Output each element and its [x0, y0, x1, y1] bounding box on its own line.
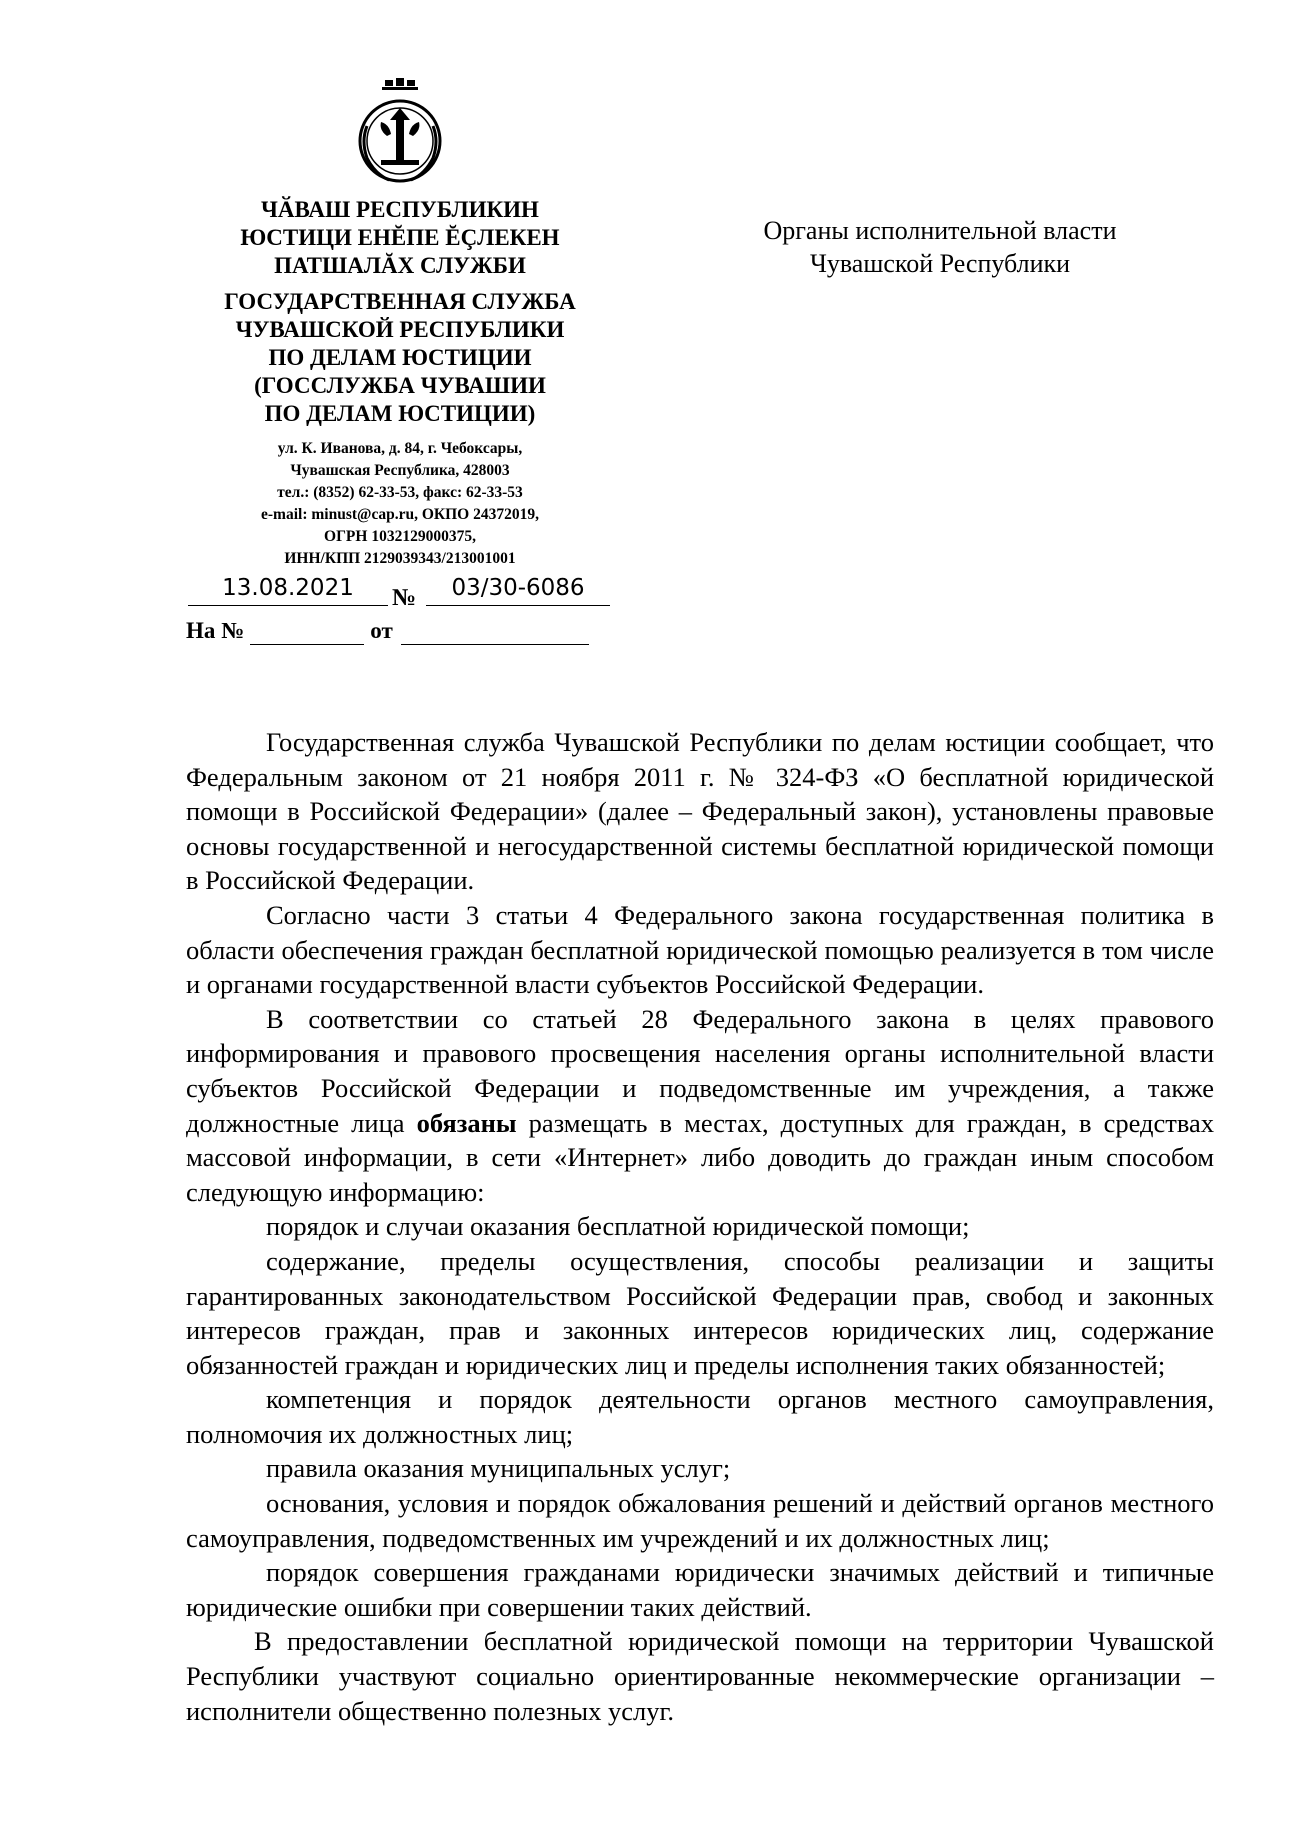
- chuvash-coat-of-arms-icon: [345, 78, 455, 188]
- org-name-russian: ГОСУДАРСТВЕННАЯ СЛУЖБА ЧУВАШСКОЙ РЕСПУБЛИКИ ПО ДЕЛАМ ЮСТИЦИИ (ГОССЛУЖБА ЧУВАШИИ ПО ДЕЛАМ ЮСТИЦИИ): [224, 289, 576, 426]
- list-item: основания, условия и порядок обжалования решений и действий органов местного самоуправления, подведомственных им учреждений и их должностных лиц;: [186, 1488, 1214, 1553]
- contacts-block: ул. К. Иванова, д. 84, г. Чебоксары, Чувашская Республика, 428003 тел.: (8352) 62-33-53, факс: 62-33-53 e-mail: minust@cap.ru, ОКПО 24372019, ОГРН 1032129000375, ИНН/КПП 2129039343/213001001: [261, 440, 539, 567]
- list-item: порядок и случаи оказания бесплатной юридической помощи;: [266, 1211, 970, 1242]
- ref-date-blank: [401, 618, 589, 645]
- closing-paragraph: В предоставлении бесплатной юридической помощи на территории Чувашской Республики участвуют социально ориентированные некоммерческие организации – исполнители общественно полезных услуг.: [186, 1626, 1214, 1726]
- reference-line: На № от: [186, 618, 589, 645]
- registration-number: 03/30-6086: [426, 575, 610, 606]
- paragraph: Государственная служба Чувашской Республики по делам юстиции сообщает, что Федеральным законом от 21 ноября 2011 г. № 324-ФЗ «О бесплатной юридической помощи в Российской Федерации» (далее – Федеральный закон), установлены правовые основы государственной и негосударственной системы бесплатной юридической помощи в Российской Федерации.: [186, 727, 1214, 896]
- paragraph: Согласно части 3 статьи 4 Федерального закона государственная политика в области обеспечения граждан бесплатной юридической помощью реализуется в том числе и органами государственной власти субъектов Российской Федерации.: [186, 899, 1214, 1000]
- org-name-chuvash: ЧӐВАШ РЕСПУБЛИКИН ЮСТИЦИ ЕНĔПЕ ĔÇЛЕКЕН ПАТШАЛĂХ СЛУЖБИ: [240, 197, 560, 278]
- list-item: компетенция и порядок деятельности органов местного самоуправления, полномочия их должностных лиц;: [186, 1384, 1214, 1449]
- list-item: содержание, пределы осуществления, способы реализации и защиты гарантированных законодательством Российской Федерации прав, свобод и законных интересов граждан, прав и законных интересов юридических лиц, содержание обязанностей граждан и юридических лиц и пределы исполнения таких обязанностей;: [186, 1245, 1214, 1380]
- recipient-block: Органы исполнительной власти Чувашской Республики: [763, 216, 1117, 278]
- registration-date: 13.08.2021: [188, 575, 388, 606]
- list-item: порядок совершения гражданами юридически значимых действий и типичные юридические ошибки при совершении таких действий.: [186, 1557, 1214, 1622]
- letter-body: [186, 725, 1214, 1728]
- paragraph-obligations: В соответствии со статьей 28 Федерального закона в целях правового информирования и правового просвещения населения органы исполнительной власти субъектов Российской Федерации и подведомственные им учреждения, а также должностные лица обязаны размещать в местах, доступных для граждан, в средствах массовой информации, в сети «Интернет» либо доводить до граждан иным способом следующую информацию:: [186, 1003, 1215, 1207]
- ref-number-blank: [250, 618, 364, 645]
- letterhead: [180, 78, 620, 570]
- list-item: правила оказания муниципальных услуг;: [266, 1453, 731, 1484]
- emphasis-obliged: обязаны: [416, 1107, 517, 1138]
- number-sign: №: [392, 585, 417, 611]
